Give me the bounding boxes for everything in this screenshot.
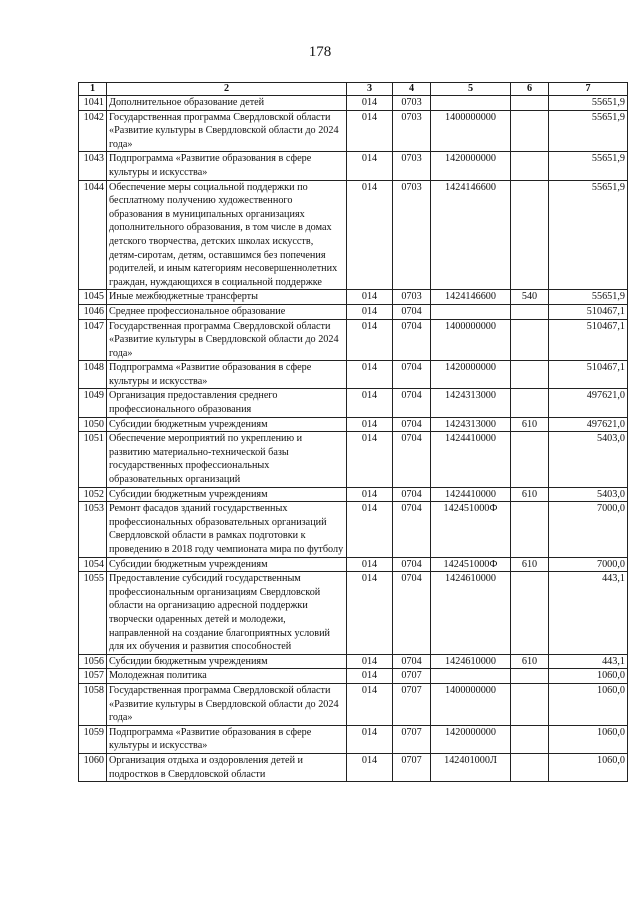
table-row bbox=[79, 152, 628, 180]
table-row bbox=[79, 654, 628, 669]
column-header: 4 bbox=[393, 83, 431, 96]
amount-cell: 1060,0 bbox=[549, 725, 628, 753]
ministry-code-cell: 014 bbox=[347, 389, 393, 417]
column-header: 2 bbox=[107, 83, 347, 96]
target-article-cell: 1424410000 bbox=[431, 432, 511, 487]
target-article-cell: 1400000000 bbox=[431, 319, 511, 361]
expense-type-cell bbox=[511, 669, 549, 684]
target-article-cell: 1424146600 bbox=[431, 290, 511, 305]
target-article-cell: 142451000Ф bbox=[431, 502, 511, 557]
amount-cell: 1060,0 bbox=[549, 669, 628, 684]
expense-type-cell bbox=[511, 319, 549, 361]
table-row bbox=[79, 304, 628, 319]
expense-type-cell bbox=[511, 389, 549, 417]
row-number-cell: 1056 bbox=[79, 654, 107, 669]
item-name-cell: Организация отдыха и оздоровления детей и подростков в Свердловской области bbox=[107, 753, 347, 781]
ministry-code-cell: 014 bbox=[347, 557, 393, 572]
amount-cell: 510467,1 bbox=[549, 319, 628, 361]
table-row bbox=[79, 290, 628, 305]
amount-cell: 1060,0 bbox=[549, 753, 628, 781]
expense-type-cell bbox=[511, 361, 549, 389]
row-number-cell: 1051 bbox=[79, 432, 107, 487]
item-name-cell: Подпрограмма «Развитие образования в сфере культуры и искусства» bbox=[107, 361, 347, 389]
row-number-cell: 1047 bbox=[79, 319, 107, 361]
table-row bbox=[79, 96, 628, 111]
column-header: 7 bbox=[549, 83, 628, 96]
expense-type-cell: 610 bbox=[511, 417, 549, 432]
target-article-cell bbox=[431, 669, 511, 684]
amount-cell: 510467,1 bbox=[549, 304, 628, 319]
ministry-code-cell: 014 bbox=[347, 683, 393, 725]
target-article-cell: 1420000000 bbox=[431, 725, 511, 753]
row-number-cell: 1044 bbox=[79, 180, 107, 290]
column-header: 5 bbox=[431, 83, 511, 96]
section-code-cell: 0703 bbox=[393, 96, 431, 111]
row-number-cell: 1050 bbox=[79, 417, 107, 432]
target-article-cell: 1400000000 bbox=[431, 683, 511, 725]
item-name-cell: Молодежная политика bbox=[107, 669, 347, 684]
row-number-cell: 1053 bbox=[79, 502, 107, 557]
row-number-cell: 1052 bbox=[79, 487, 107, 502]
amount-cell: 55651,9 bbox=[549, 152, 628, 180]
amount-cell: 443,1 bbox=[549, 654, 628, 669]
row-number-cell: 1057 bbox=[79, 669, 107, 684]
expense-type-cell bbox=[511, 304, 549, 319]
item-name-cell: Субсидии бюджетным учреждениям bbox=[107, 654, 347, 669]
section-code-cell: 0703 bbox=[393, 290, 431, 305]
expense-type-cell bbox=[511, 432, 549, 487]
column-header: 1 bbox=[79, 83, 107, 96]
table-row bbox=[79, 502, 628, 557]
item-name-cell: Дополнительное образование детей bbox=[107, 96, 347, 111]
item-name-cell: Государственная программа Свердловской области «Развитие культуры в Свердловской области до 2024 года» bbox=[107, 683, 347, 725]
item-name-cell: Обеспечение мероприятий по укреплению и развитию материально-технической базы государственных профессиональных образовательных организаций bbox=[107, 432, 347, 487]
section-code-cell: 0704 bbox=[393, 432, 431, 487]
ministry-code-cell: 014 bbox=[347, 290, 393, 305]
section-code-cell: 0704 bbox=[393, 502, 431, 557]
row-number-cell: 1042 bbox=[79, 110, 107, 152]
ministry-code-cell: 014 bbox=[347, 110, 393, 152]
table-row bbox=[79, 557, 628, 572]
amount-cell: 7000,0 bbox=[549, 502, 628, 557]
target-article-cell: 1424313000 bbox=[431, 417, 511, 432]
section-code-cell: 0703 bbox=[393, 110, 431, 152]
target-article-cell: 142451000Ф bbox=[431, 557, 511, 572]
row-number-cell: 1055 bbox=[79, 572, 107, 655]
section-code-cell: 0703 bbox=[393, 180, 431, 290]
row-number-cell: 1054 bbox=[79, 557, 107, 572]
ministry-code-cell: 014 bbox=[347, 432, 393, 487]
ministry-code-cell: 014 bbox=[347, 180, 393, 290]
item-name-cell: Субсидии бюджетным учреждениям bbox=[107, 417, 347, 432]
expense-type-cell bbox=[511, 683, 549, 725]
expense-type-cell: 610 bbox=[511, 654, 549, 669]
amount-cell: 497621,0 bbox=[549, 389, 628, 417]
item-name-cell: Государственная программа Свердловской области «Развитие культуры в Свердловской области до 2024 года» bbox=[107, 110, 347, 152]
ministry-code-cell: 014 bbox=[347, 725, 393, 753]
expense-type-cell bbox=[511, 180, 549, 290]
section-code-cell: 0707 bbox=[393, 669, 431, 684]
table-row bbox=[79, 683, 628, 725]
item-name-cell: Подпрограмма «Развитие образования в сфере культуры и искусства» bbox=[107, 725, 347, 753]
section-code-cell: 0704 bbox=[393, 389, 431, 417]
target-article-cell: 1424313000 bbox=[431, 389, 511, 417]
item-name-cell: Подпрограмма «Развитие образования в сфере культуры и искусства» bbox=[107, 152, 347, 180]
target-article-cell bbox=[431, 96, 511, 111]
amount-cell: 5403,0 bbox=[549, 487, 628, 502]
amount-cell: 510467,1 bbox=[549, 361, 628, 389]
row-number-cell: 1048 bbox=[79, 361, 107, 389]
ministry-code-cell: 014 bbox=[347, 417, 393, 432]
expense-type-cell bbox=[511, 110, 549, 152]
target-article-cell: 1420000000 bbox=[431, 361, 511, 389]
table-row bbox=[79, 180, 628, 290]
table-row bbox=[79, 389, 628, 417]
section-code-cell: 0704 bbox=[393, 304, 431, 319]
item-name-cell: Субсидии бюджетным учреждениям bbox=[107, 557, 347, 572]
row-number-cell: 1049 bbox=[79, 389, 107, 417]
ministry-code-cell: 014 bbox=[347, 361, 393, 389]
target-article-cell: 1424610000 bbox=[431, 654, 511, 669]
expense-type-cell bbox=[511, 725, 549, 753]
row-number-cell: 1046 bbox=[79, 304, 107, 319]
table-row bbox=[79, 319, 628, 361]
ministry-code-cell: 014 bbox=[347, 152, 393, 180]
target-article-cell: 1400000000 bbox=[431, 110, 511, 152]
section-code-cell: 0704 bbox=[393, 557, 431, 572]
ministry-code-cell: 014 bbox=[347, 669, 393, 684]
target-article-cell: 1424410000 bbox=[431, 487, 511, 502]
row-number-cell: 1060 bbox=[79, 753, 107, 781]
header-row bbox=[79, 83, 628, 96]
ministry-code-cell: 014 bbox=[347, 654, 393, 669]
expense-type-cell bbox=[511, 152, 549, 180]
budget-table bbox=[78, 82, 628, 782]
column-header: 6 bbox=[511, 83, 549, 96]
section-code-cell: 0707 bbox=[393, 753, 431, 781]
table-body bbox=[79, 96, 628, 782]
item-name-cell: Обеспечение меры социальной поддержки по бесплатному получению художественного образования в муниципальных организациях дополнительного образования, в том числе в домах детского творчества, детских школах искусств, детям-сиротам, детям, оставшимся без попечения родителей, и иным категориям несовершеннолетних граждан, нуждающихся в социальной поддержке bbox=[107, 180, 347, 290]
expense-type-cell: 610 bbox=[511, 557, 549, 572]
item-name-cell: Государственная программа Свердловской области «Развитие культуры в Свердловской области до 2024 года» bbox=[107, 319, 347, 361]
target-article-cell: 1420000000 bbox=[431, 152, 511, 180]
ministry-code-cell: 014 bbox=[347, 319, 393, 361]
amount-cell: 1060,0 bbox=[549, 683, 628, 725]
amount-cell: 497621,0 bbox=[549, 417, 628, 432]
column-header: 3 bbox=[347, 83, 393, 96]
table-row bbox=[79, 110, 628, 152]
section-code-cell: 0704 bbox=[393, 487, 431, 502]
table-row bbox=[79, 361, 628, 389]
section-code-cell: 0703 bbox=[393, 152, 431, 180]
ministry-code-cell: 014 bbox=[347, 502, 393, 557]
expense-type-cell bbox=[511, 572, 549, 655]
item-name-cell: Предоставление субсидий государственным профессиональным организациям Свердловской области на организацию адресной поддержки творчески одаренных детей и молодежи, направленной на создание благоприятных условий для их обучения и развития способностей bbox=[107, 572, 347, 655]
table-row bbox=[79, 432, 628, 487]
target-article-cell: 1424610000 bbox=[431, 572, 511, 655]
item-name-cell: Организация предоставления среднего профессионального образования bbox=[107, 389, 347, 417]
amount-cell: 55651,9 bbox=[549, 180, 628, 290]
item-name-cell: Субсидии бюджетным учреждениям bbox=[107, 487, 347, 502]
ministry-code-cell: 014 bbox=[347, 753, 393, 781]
item-name-cell: Иные межбюджетные трансферты bbox=[107, 290, 347, 305]
target-article-cell: 142401000Л bbox=[431, 753, 511, 781]
page-number: 178 bbox=[308, 44, 332, 60]
row-number-cell: 1058 bbox=[79, 683, 107, 725]
table-row bbox=[79, 417, 628, 432]
row-number-cell: 1041 bbox=[79, 96, 107, 111]
amount-cell: 55651,9 bbox=[549, 96, 628, 111]
section-code-cell: 0704 bbox=[393, 361, 431, 389]
target-article-cell bbox=[431, 304, 511, 319]
section-code-cell: 0707 bbox=[393, 725, 431, 753]
amount-cell: 55651,9 bbox=[549, 290, 628, 305]
ministry-code-cell: 014 bbox=[347, 96, 393, 111]
item-name-cell: Ремонт фасадов зданий государственных профессиональных образовательных организаций Свердловской области в рамках подготовки к проведению в 2018 году чемпионата мира по футболу bbox=[107, 502, 347, 557]
expense-type-cell bbox=[511, 753, 549, 781]
expense-type-cell bbox=[511, 96, 549, 111]
amount-cell: 5403,0 bbox=[549, 432, 628, 487]
target-article-cell: 1424146600 bbox=[431, 180, 511, 290]
section-code-cell: 0704 bbox=[393, 654, 431, 669]
amount-cell: 7000,0 bbox=[549, 557, 628, 572]
table-row bbox=[79, 725, 628, 753]
section-code-cell: 0704 bbox=[393, 417, 431, 432]
table-row bbox=[79, 572, 628, 655]
expense-type-cell: 540 bbox=[511, 290, 549, 305]
table-row bbox=[79, 487, 628, 502]
section-code-cell: 0704 bbox=[393, 319, 431, 361]
row-number-cell: 1043 bbox=[79, 152, 107, 180]
ministry-code-cell: 014 bbox=[347, 304, 393, 319]
ministry-code-cell: 014 bbox=[347, 487, 393, 502]
section-code-cell: 0704 bbox=[393, 572, 431, 655]
table-row bbox=[79, 753, 628, 781]
expense-type-cell bbox=[511, 502, 549, 557]
row-number-cell: 1045 bbox=[79, 290, 107, 305]
row-number-cell: 1059 bbox=[79, 725, 107, 753]
expense-type-cell: 610 bbox=[511, 487, 549, 502]
ministry-code-cell: 014 bbox=[347, 572, 393, 655]
amount-cell: 443,1 bbox=[549, 572, 628, 655]
section-code-cell: 0707 bbox=[393, 683, 431, 725]
table-row bbox=[79, 669, 628, 684]
item-name-cell: Среднее профессиональное образование bbox=[107, 304, 347, 319]
amount-cell: 55651,9 bbox=[549, 110, 628, 152]
